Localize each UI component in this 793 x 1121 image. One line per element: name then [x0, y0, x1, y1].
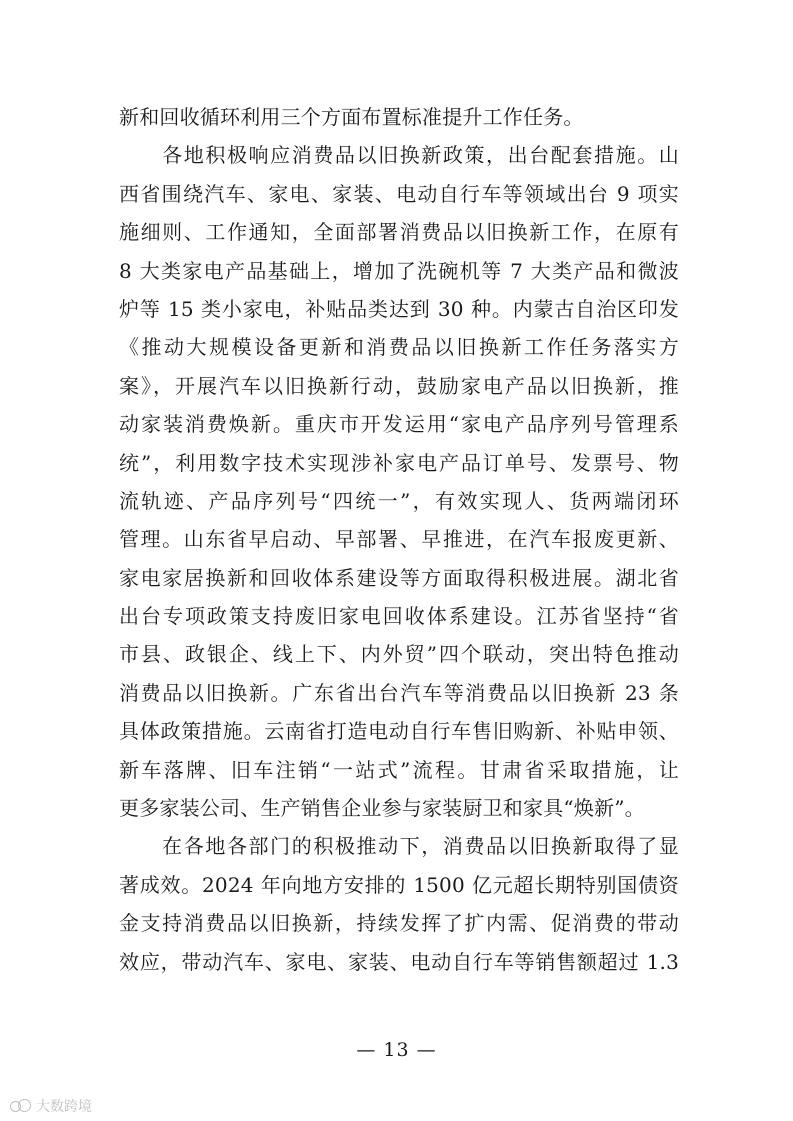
body-text: [119, 98, 679, 981]
text-line: 金支持消费品以旧换新，持续发挥了扩内需、促消费的带动: [119, 911, 679, 936]
text-line: 更多家装公司、生产销售企业参与家装厨卫和家具“焕新”。: [119, 796, 645, 821]
text-line: 动家装消费焕新。重庆市开发运用“家电产品序列号管理系: [119, 412, 679, 437]
text-line: 出台专项政策支持废旧家电回收体系建设。江苏省坚持“省: [119, 604, 679, 629]
text-line: 管理。山东省早启动、早部署、早推进，在汽车报废更新、: [119, 527, 679, 552]
watermark: [10, 1096, 92, 1116]
logo-icon: [10, 1098, 32, 1114]
text-line: 在各地各部门的积极推动下，消费品以旧换新取得了显: [119, 834, 679, 859]
text-line: 著成效。2024 年向地方安排的 1500 亿元超长期特别国债资: [119, 872, 679, 897]
text-line: 炉等 15 类小家电，补贴品类达到 30 种。内蒙古自治区印发: [119, 296, 679, 321]
text-line: 消费品以旧换新。广东省出台汽车等消费品以旧换新 23 条: [119, 680, 679, 705]
text-line: 家电家居换新和回收体系建设等方面取得积极进展。湖北省: [119, 565, 679, 590]
text-line: 《推动大规模设备更新和消费品以旧换新工作任务落实方: [119, 335, 679, 360]
text-line: 新车落牌、旧车注销“一站式”流程。甘肃省采取措施，让: [119, 757, 679, 782]
text-line: 施细则、工作通知，全面部署消费品以旧换新工作，在原有: [119, 220, 679, 245]
text-line: 效应，带动汽车、家电、家装、电动自行车等销售额超过 1.3: [119, 949, 679, 974]
text-line: 市县、政银企、线上下、内外贸”四个联动，突出特色推动: [119, 642, 679, 667]
text-line: 具体政策措施。云南省打造电动自行车售旧购新、补贴申领、: [119, 719, 679, 744]
text-line: 西省围绕汽车、家电、家装、电动自行车等领域出台 9 项实: [119, 181, 679, 206]
text-line: 统”，利用数字技术实现涉补家电产品订单号、发票号、物: [119, 450, 679, 475]
page-number: — 13 —: [356, 1039, 437, 1061]
text-line: 流轨迹、产品序列号“四统一”，有效实现人、货两端闭环: [119, 488, 679, 513]
text-line: 各地积极响应消费品以旧换新政策，出台配套措施。山: [119, 143, 679, 168]
text-line: 案》，开展汽车以旧换新行动，鼓励家电产品以旧换新，推: [119, 373, 679, 398]
watermark-text: 大数跨境: [36, 1099, 92, 1115]
text-line: 8 大类家电产品基础上，增加了洗碗机等 7 大类产品和微波: [119, 258, 679, 283]
text-line: 新和回收循环利用三个方面布置标准提升工作任务。: [119, 105, 584, 129]
